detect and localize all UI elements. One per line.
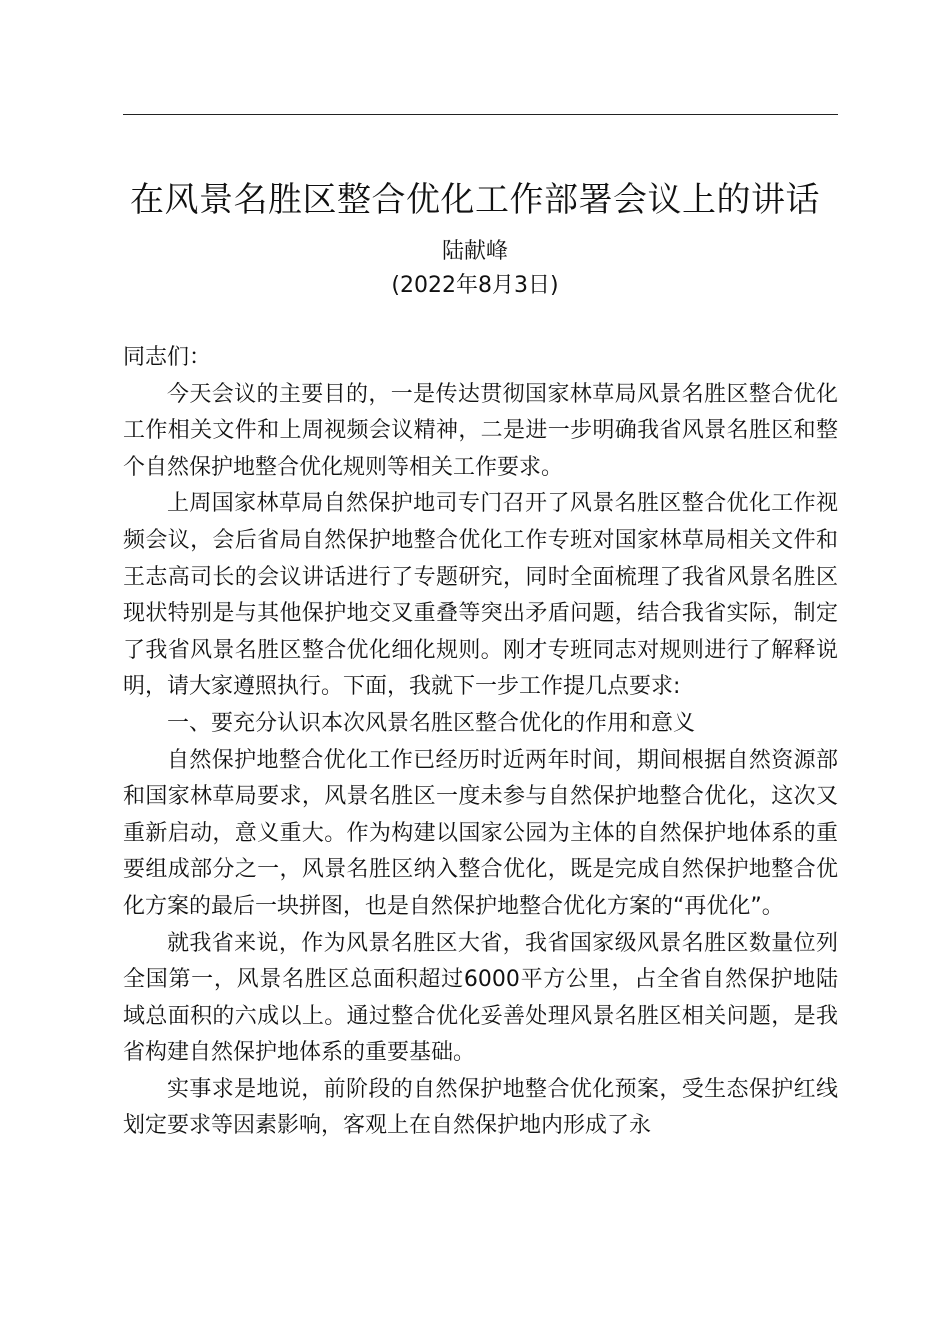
paragraph: 上周国家林草局自然保护地司专门召开了风景名胜区整合优化工作视频会议，会后省局自然保护地整合优化工作专班对国家林草局相关文件和王志高司长的会议讲话进行了专题研究，同时全面梳理了我省风景名胜区现状特别是与其他保护地交叉重叠等突出矛盾问题，结合我省实际，制定了我省风景名胜区整合优化细化规则。刚才专班同志对规则进行了解释说明，请大家遵照执行。下面，我就下一步工作提几点要求: [123, 491, 838, 700]
paragraph: 就我省来说，作为风景名胜区大省，我省国家级风景名胜区数量位列全国第一，风景名胜区总面积超过6000平方公里，占全省自然保护地陆域总面积的六成以上。通过整合优化妥善处理风景名胜区相关问题，是我省构建自然保护地体系的重要基础。 [123, 930, 838, 1066]
document-title: 在风景名胜区整合优化工作部署会议上的讲话 [130, 180, 820, 220]
header-rule [123, 114, 838, 115]
paragraph: 实事求是地说，前阶段的自然保护地整合优化预案，受生态保护红线划定要求等因素影响，客观上在自然保护地内形成了永 [123, 1076, 838, 1139]
document-date: (2022年8月3日) [391, 273, 559, 298]
paragraph: 自然保护地整合优化工作已经历时近两年时间，期间根据自然资源部和国家林草局要求，风景名胜区一度未参与自然保护地整合优化，这次又重新启动，意义重大。作为构建以国家公园为主体的自然保护地体系的重要组成部分之一，风景名胜区纳入整合优化，既是完成自然保护地整合优化方案的最后一块拼图，也是自然保护地整合优化方案的“再优化”。 [123, 747, 838, 919]
document-author: 陆献峰 [441, 239, 508, 264]
salutation: 同志们： [123, 345, 212, 370]
section-heading: 一、要充分认识本次风景名胜区整合优化的作用和意义 [167, 710, 696, 736]
document-body [123, 340, 838, 1145]
paragraph: 今天会议的主要目的，一是传达贯彻国家林草局风景名胜区整合优化工作相关文件和上周视频会议精神，二是进一步明确我省风景名胜区和整个自然保护地整合优化规则等相关工作要求。 [123, 381, 838, 480]
